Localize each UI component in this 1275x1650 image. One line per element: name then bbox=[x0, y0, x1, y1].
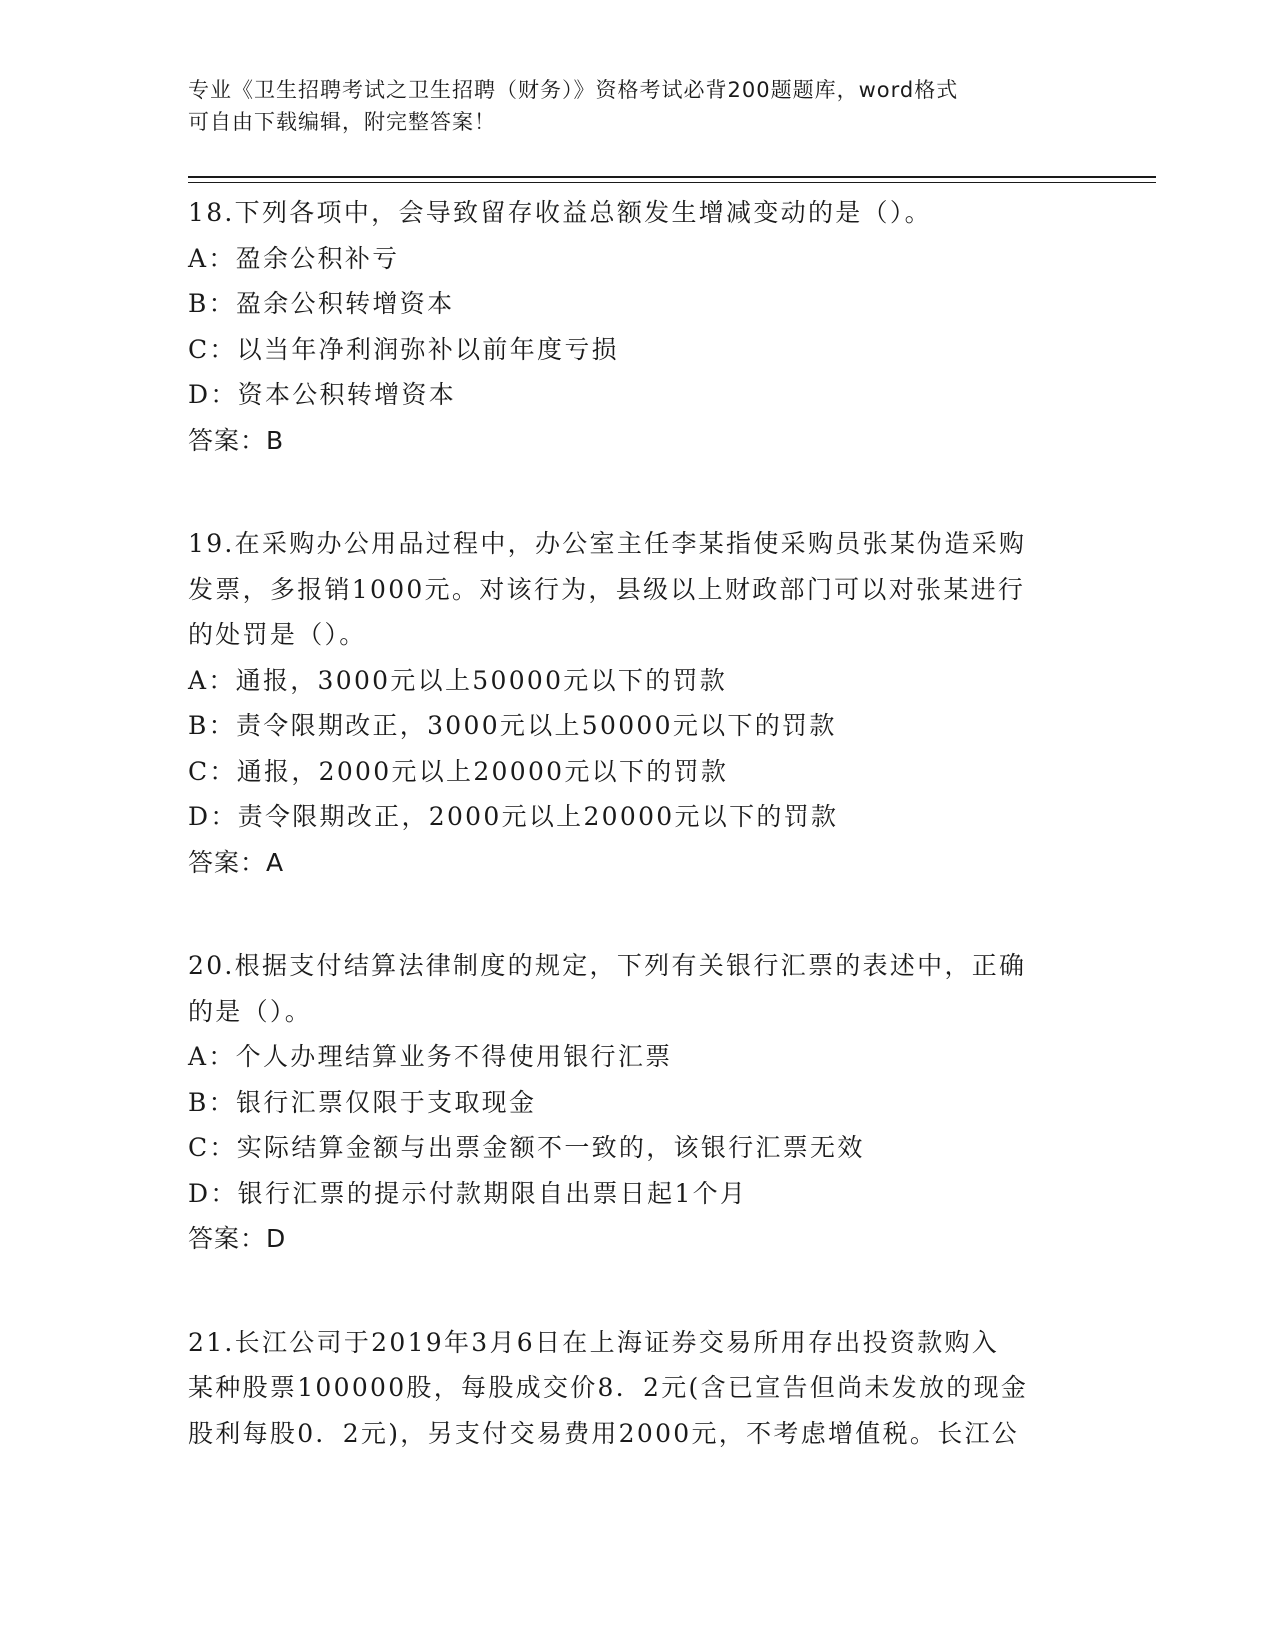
question-21 bbox=[188, 1320, 1068, 1457]
question-stem-line: 的是（）。 bbox=[188, 996, 313, 1026]
answer-label: 答案：A bbox=[188, 847, 285, 877]
question-stem-line: 18.下列各项中，会导致留存收益总额发生增减变动的是（）。 bbox=[188, 198, 932, 227]
header-line-2: 可自由下载编辑，附完整答案！ bbox=[188, 110, 496, 134]
question-stem-line: 20.根据支付结算法律制度的规定，下列有关银行汇票的表述中，正确 bbox=[188, 951, 1027, 980]
option-d: D：资本公积转增资本 bbox=[188, 380, 457, 409]
question-list bbox=[188, 190, 1068, 1514]
option-a: A：通报，3000元以上50000元以下的罚款 bbox=[188, 665, 728, 695]
question-20 bbox=[188, 943, 1068, 1262]
question-stem-line: 发票，多报销1000元。对该行为，县级以上财政部门可以对张某进行 bbox=[188, 574, 1026, 604]
option-b: B：银行汇票仅限于支取现金 bbox=[188, 1087, 537, 1117]
option-c: C：通报，2000元以上20000元以下的罚款 bbox=[188, 756, 729, 786]
option-c: C：实际结算金额与出票金额不一致的，该银行汇票无效 bbox=[188, 1133, 865, 1162]
option-a: A：个人办理结算业务不得使用银行汇票 bbox=[188, 1042, 673, 1071]
question-stem-line: 某种股票100000股，每股成交价8．2元(含已宣告但尚未发放的现金 bbox=[188, 1373, 1029, 1402]
header-divider-thick bbox=[188, 176, 1156, 178]
answer-label: 答案：D bbox=[188, 1224, 287, 1253]
question-stem-line: 股利每股0．2元)，另支付交易费用2000元，不考虑增值税。长江公 bbox=[188, 1418, 1020, 1448]
document-header bbox=[188, 74, 1088, 138]
question-18 bbox=[188, 190, 1068, 463]
option-c: C：以当年净利润弥补以前年度亏损 bbox=[188, 334, 619, 364]
option-b: B：责令限期改正，3000元以上50000元以下的罚款 bbox=[188, 711, 837, 740]
question-stem-line: 的处罚是（）。 bbox=[188, 620, 367, 649]
header-line-1: 专业《卫生招聘考试之卫生招聘（财务）》资格考试必背200题题库，word格式 bbox=[188, 78, 959, 102]
option-a: A：盈余公积补亏 bbox=[188, 243, 400, 273]
question-19 bbox=[188, 521, 1068, 885]
option-d: D：银行汇票的提示付款期限自出票日起1个月 bbox=[188, 1178, 748, 1208]
option-d: D：责令限期改正，2000元以上20000元以下的罚款 bbox=[188, 802, 839, 831]
question-stem-line: 19.在采购办公用品过程中，办公室主任李某指使采购员张某伪造采购 bbox=[188, 529, 1027, 558]
answer-label: 答案：B bbox=[188, 425, 285, 455]
option-b: B：盈余公积转增资本 bbox=[188, 289, 455, 318]
question-stem-line: 21.长江公司于2019年3月6日在上海证券交易所用存出投资款购入 bbox=[188, 1327, 1000, 1357]
header-divider-thin bbox=[188, 182, 1156, 183]
